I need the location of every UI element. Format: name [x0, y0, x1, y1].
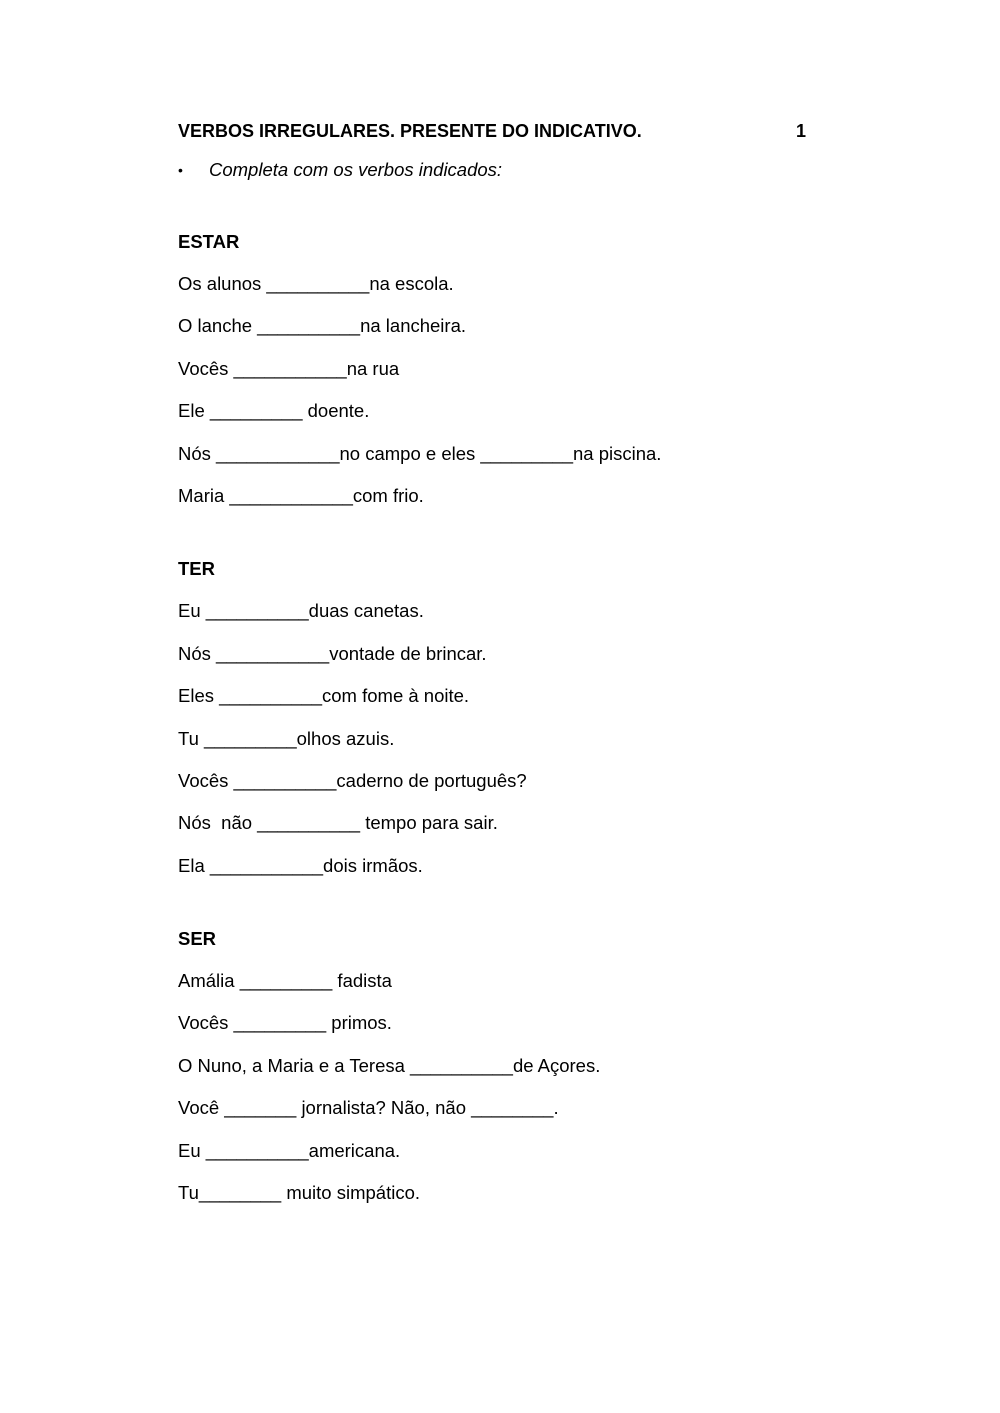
exercise-line: O Nuno, a Maria e a Teresa __________de Açores.: [178, 1054, 601, 1076]
section-title: ESTAR: [178, 231, 240, 252]
exercise-line: Amália _________ fadista: [178, 970, 392, 992]
exercise-line: Eles __________com fome à noite.: [178, 685, 470, 707]
exercise-line: Nós ____________no campo e eles _________na piscina.: [178, 442, 662, 464]
exercise-line: Eu __________americana.: [178, 1139, 401, 1161]
section-ser: [178, 918, 828, 1214]
exercise-line: O lanche __________na lancheira.: [178, 315, 467, 337]
page-number: 1: [796, 121, 807, 141]
instruction-text: Completa com os verbos indicados:: [209, 159, 503, 180]
exercise-line: Vocês ___________na rua: [178, 357, 400, 379]
instruction: [178, 150, 828, 190]
exercise-line: Maria ____________com frio.: [178, 484, 424, 506]
exercise-line: Nós ___________vontade de brincar.: [178, 642, 487, 664]
exercise-line: Tu _________olhos azuis.: [178, 727, 395, 749]
exercise-line: Vocês _________ primos.: [178, 1012, 392, 1034]
exercise-line: Eu __________duas canetas.: [178, 600, 424, 622]
section-ter: [178, 548, 828, 887]
worksheet-header: [178, 112, 828, 150]
exercise-line: Ele _________ doente.: [178, 400, 370, 422]
section-estar: [178, 221, 828, 517]
worksheet-page: [178, 112, 828, 1214]
section-title: TER: [178, 558, 215, 580]
exercise-line: Vocês __________caderno de português?: [178, 769, 527, 791]
exercise-line: Os alunos __________na escola.: [178, 273, 454, 294]
worksheet-title: VERBOS IRREGULARES. PRESENTE DO INDICATIVO.: [178, 121, 642, 141]
exercise-line: Você _______ jornalista? Não, não ________.: [178, 1097, 559, 1119]
exercise-line: Ela ___________dois irmãos.: [178, 854, 423, 876]
exercise-line: Tu________ muito simpático.: [178, 1182, 421, 1204]
exercise-line: Nós não __________ tempo para sair.: [178, 812, 498, 834]
section-title: SER: [178, 928, 217, 950]
bullet-icon: •: [178, 162, 183, 178]
